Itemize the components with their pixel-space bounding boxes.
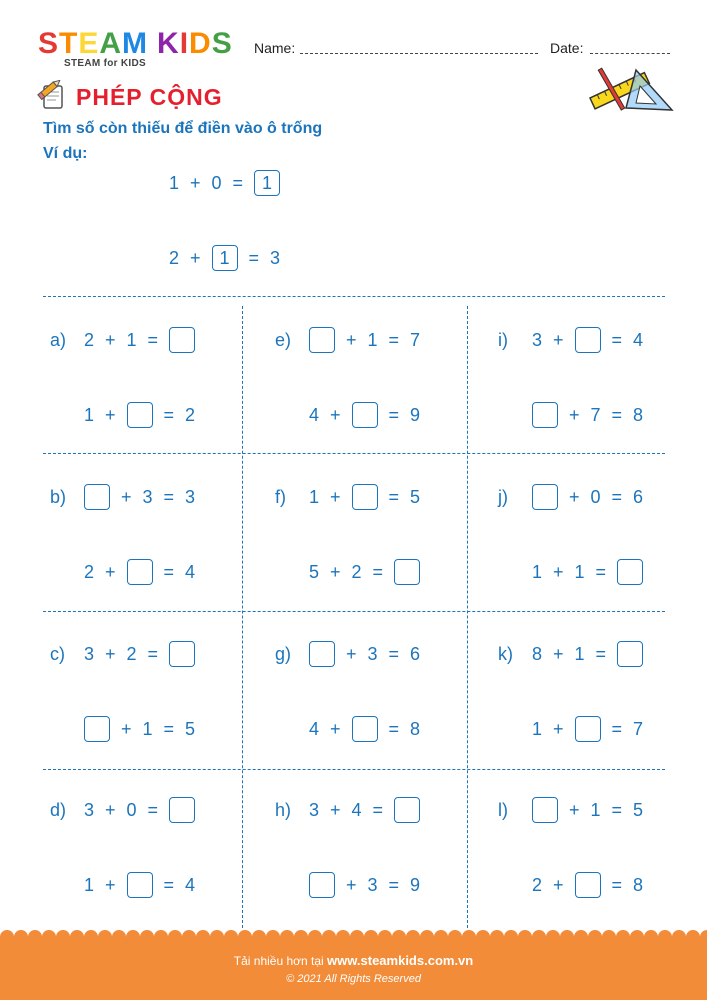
plus-sign: + [105, 874, 116, 895]
name-field-line [300, 53, 538, 54]
number: 3 [142, 486, 153, 507]
number: 7 [633, 718, 644, 739]
answer-box[interactable] [532, 797, 558, 823]
equals-sign: = [232, 172, 244, 193]
plus-sign: + [553, 643, 564, 664]
equals-sign: = [388, 718, 400, 739]
number: 1 [532, 561, 543, 582]
plus-sign: + [553, 329, 564, 350]
number: 1 [367, 329, 378, 350]
number: 1 [532, 718, 543, 739]
number: 1 [84, 874, 95, 895]
number: 6 [633, 486, 644, 507]
divider-line [43, 453, 665, 454]
equals-sign: = [388, 643, 400, 664]
problem-equation [50, 796, 195, 824]
answer-box[interactable] [309, 641, 335, 667]
number: 0 [590, 486, 601, 507]
answer-box[interactable] [352, 716, 378, 742]
number: 3 [185, 486, 196, 507]
equals-sign: = [388, 486, 400, 507]
number: 3 [309, 799, 320, 820]
column-divider [467, 306, 468, 928]
number: 1 [84, 404, 95, 425]
problem-equation [275, 871, 420, 899]
problem-label: g) [275, 643, 292, 664]
plus-sign: + [330, 486, 341, 507]
pencil-paper-icon [36, 80, 68, 112]
footer-bar [0, 940, 707, 1000]
problem-equation [498, 558, 643, 586]
problem-label: f) [275, 486, 286, 507]
problem-equation [50, 483, 195, 511]
problem-label: c) [50, 643, 65, 664]
plus-sign: + [330, 799, 341, 820]
number: 9 [410, 404, 421, 425]
problem-equation [275, 640, 420, 668]
equals-sign: = [611, 799, 623, 820]
number: 3 [367, 874, 378, 895]
number: 4 [309, 404, 320, 425]
number: 1 [590, 799, 601, 820]
problem-label: a) [50, 329, 67, 350]
number: 4 [309, 718, 320, 739]
plus-sign: + [121, 718, 132, 739]
number: 8 [410, 718, 421, 739]
problem-equation [498, 401, 643, 429]
date-label: Date: [550, 40, 584, 56]
equals-sign: = [248, 247, 260, 268]
problem-equation [275, 401, 420, 429]
number: 1 [309, 486, 320, 507]
answer-box[interactable] [532, 484, 558, 510]
plus-sign: + [105, 329, 116, 350]
example-equation-1 [169, 169, 280, 197]
plus-sign: + [346, 874, 357, 895]
equals-sign: = [372, 799, 384, 820]
plus-sign: + [190, 247, 201, 268]
logo-letter: S [38, 27, 60, 60]
problem-equation [275, 483, 420, 511]
steam-kids-logo [38, 28, 238, 74]
problem-label: i) [498, 329, 508, 350]
equals-sign: = [163, 874, 175, 895]
answer-box[interactable] [617, 559, 643, 585]
logo-letter: E [78, 27, 100, 60]
equals-sign: = [372, 561, 384, 582]
answer-box[interactable] [84, 716, 110, 742]
number: 9 [410, 874, 421, 895]
number: 3 [270, 247, 281, 268]
number: 8 [633, 874, 644, 895]
plus-sign: + [553, 874, 564, 895]
logo-letter: S [211, 27, 233, 60]
problem-equation [50, 558, 195, 586]
equals-sign: = [163, 561, 175, 582]
answer-box[interactable] [169, 327, 195, 353]
number: 6 [410, 643, 421, 664]
number: 2 [532, 874, 543, 895]
equals-sign: = [388, 329, 400, 350]
problem-equation [498, 871, 643, 899]
number: 5 [633, 799, 644, 820]
answer-box[interactable] [309, 327, 335, 353]
problem-equation [498, 715, 643, 743]
number: 1 [126, 329, 137, 350]
problem-equation [50, 715, 195, 743]
filled-answer-box: 1 [254, 170, 280, 196]
problem-label: l) [498, 799, 508, 820]
logo-title [38, 28, 233, 60]
answer-box[interactable] [575, 872, 601, 898]
plus-sign: + [330, 404, 341, 425]
number: 4 [185, 561, 196, 582]
equals-sign: = [147, 643, 159, 664]
equals-sign: = [595, 643, 607, 664]
number: 2 [84, 329, 95, 350]
plus-sign: + [105, 404, 116, 425]
problem-equation [498, 483, 643, 511]
number: 3 [84, 643, 95, 664]
problem-equation [498, 326, 643, 354]
plus-sign: + [553, 561, 564, 582]
footer-copyright: © 2021 All Rights Reserved [286, 973, 421, 985]
problem-equation [498, 640, 643, 668]
answer-box[interactable] [169, 641, 195, 667]
equals-sign: = [611, 486, 623, 507]
problem-equation [275, 558, 420, 586]
worksheet-title: PHÉP CỘNG [76, 84, 223, 110]
number: 3 [84, 799, 95, 820]
divider-line [43, 611, 665, 612]
logo-letter: D [189, 27, 212, 60]
answer-box[interactable] [84, 484, 110, 510]
number: 5 [185, 718, 196, 739]
equals-sign: = [611, 329, 623, 350]
example-label: Ví dụ: [43, 145, 88, 162]
problem-equation [50, 401, 195, 429]
answer-box[interactable] [575, 716, 601, 742]
equals-sign: = [611, 404, 623, 425]
ruler-triangle-icon [586, 60, 676, 120]
plus-sign: + [330, 718, 341, 739]
number: 2 [126, 643, 137, 664]
number: 2 [169, 247, 180, 268]
footer-download-text [0, 953, 707, 968]
logo-letter: A [99, 27, 123, 60]
equals-sign: = [611, 718, 623, 739]
answer-box[interactable] [575, 327, 601, 353]
equals-sign: = [611, 874, 623, 895]
plus-sign: + [553, 718, 564, 739]
number: 8 [633, 404, 644, 425]
name-label: Name: [254, 40, 296, 56]
plus-sign: + [105, 643, 116, 664]
problem-label: d) [50, 799, 67, 820]
number: 4 [185, 874, 196, 895]
footer-site-link[interactable]: www.steamkids.com.vn [327, 953, 474, 968]
answer-box[interactable] [394, 559, 420, 585]
answer-box[interactable] [309, 872, 335, 898]
number: 7 [410, 329, 421, 350]
answer-box[interactable] [127, 402, 153, 428]
number: 2 [351, 561, 362, 582]
number: 2 [84, 561, 95, 582]
plus-sign: + [190, 172, 201, 193]
problem-label: h) [275, 799, 292, 820]
number: 0 [211, 172, 222, 193]
number: 1 [574, 643, 585, 664]
problem-label: k) [498, 643, 513, 664]
answer-box[interactable] [127, 872, 153, 898]
answer-box[interactable] [127, 559, 153, 585]
problem-equation [50, 640, 195, 668]
problem-equation [275, 796, 420, 824]
equals-sign: = [595, 561, 607, 582]
equals-sign: = [388, 874, 400, 895]
answer-box[interactable] [352, 402, 378, 428]
column-divider [242, 306, 243, 928]
answer-box[interactable] [617, 641, 643, 667]
example-equation-2 [169, 244, 280, 272]
number: 0 [126, 799, 137, 820]
number: 5 [410, 486, 421, 507]
date-field-line [590, 53, 670, 54]
problem-equation [498, 796, 643, 824]
equals-sign: = [163, 404, 175, 425]
plus-sign: + [346, 643, 357, 664]
number: 2 [185, 404, 196, 425]
number: 3 [532, 329, 543, 350]
number: 1 [574, 561, 585, 582]
filled-answer-box: 1 [212, 245, 238, 271]
answer-box[interactable] [352, 484, 378, 510]
footer-more-text: Tải nhiều hơn tại [233, 954, 324, 968]
plus-sign: + [121, 486, 132, 507]
number: 3 [367, 643, 378, 664]
equals-sign: = [388, 404, 400, 425]
problem-equation [50, 326, 195, 354]
equals-sign: = [163, 718, 175, 739]
number: 1 [142, 718, 153, 739]
plus-sign: + [569, 799, 580, 820]
logo-letter: K [157, 27, 180, 60]
number: 7 [590, 404, 601, 425]
divider-line [43, 296, 665, 297]
number: 4 [633, 329, 644, 350]
logo-letter: T [59, 27, 79, 60]
number: 8 [532, 643, 543, 664]
plus-sign: + [569, 404, 580, 425]
equals-sign: = [147, 329, 159, 350]
plus-sign: + [105, 561, 116, 582]
logo-letter: I [179, 27, 190, 60]
equals-sign: = [163, 486, 175, 507]
logo-letter: M [122, 27, 149, 60]
answer-box[interactable] [394, 797, 420, 823]
number: 5 [309, 561, 320, 582]
problem-equation [275, 715, 420, 743]
number: 4 [351, 799, 362, 820]
divider-line [43, 769, 665, 770]
plus-sign: + [346, 329, 357, 350]
problem-equation [50, 871, 195, 899]
problem-label: b) [50, 486, 67, 507]
problem-label: j) [498, 486, 508, 507]
instruction-text: Tìm số còn thiếu để điền vào ô trống [43, 120, 323, 137]
equals-sign: = [147, 799, 159, 820]
number: 1 [169, 172, 180, 193]
plus-sign: + [330, 561, 341, 582]
answer-box[interactable] [532, 402, 558, 428]
plus-sign: + [569, 486, 580, 507]
problem-label: e) [275, 329, 292, 350]
problem-equation [275, 326, 420, 354]
plus-sign: + [105, 799, 116, 820]
answer-box[interactable] [169, 797, 195, 823]
logo-subtitle: STEAM for KIDS [64, 58, 146, 69]
